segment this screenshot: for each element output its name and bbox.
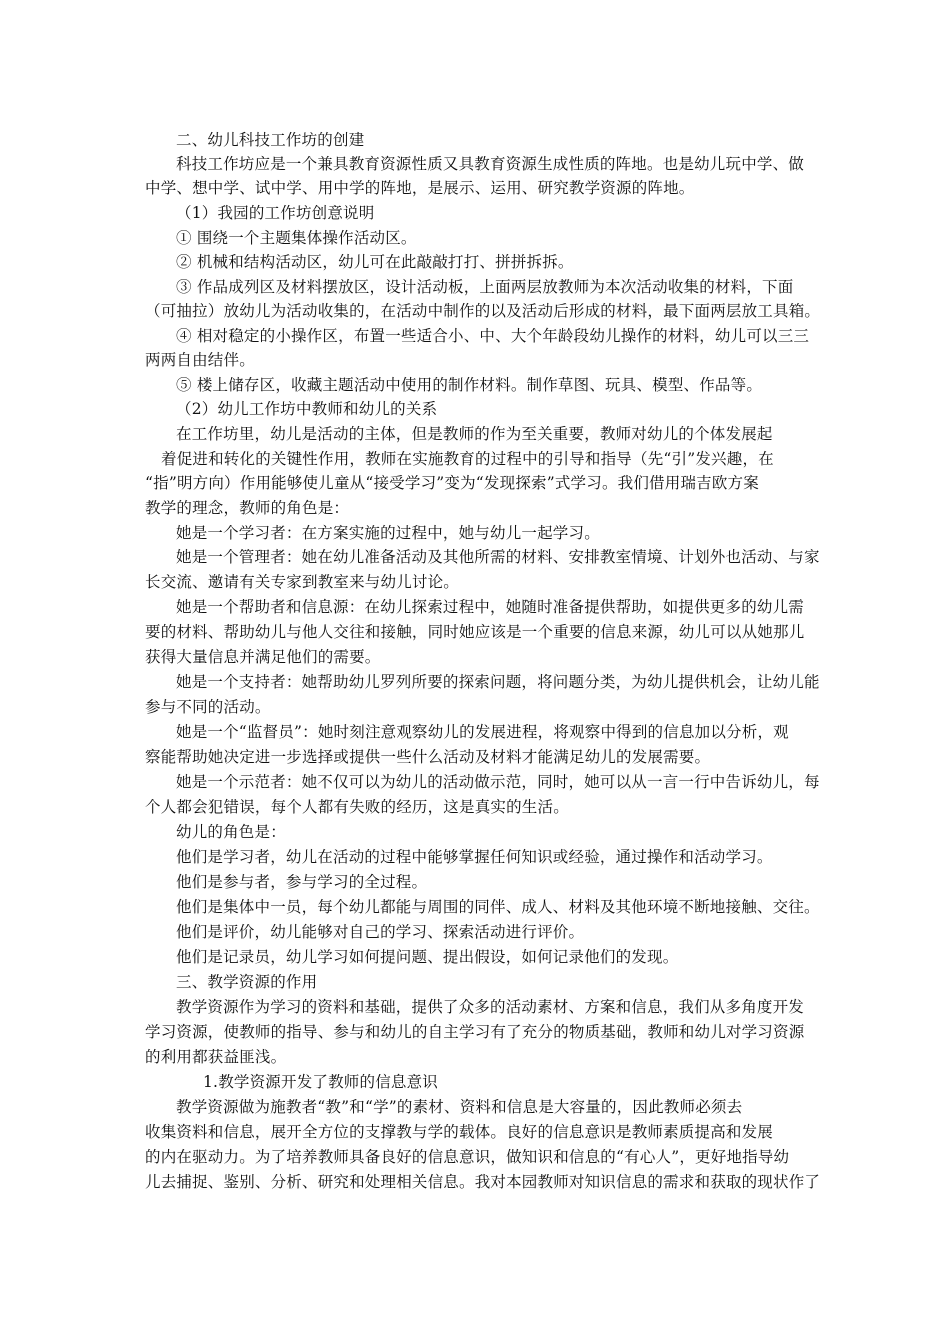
paragraph-line: 他们是参与者，参与学习的全过程。 (176, 873, 428, 891)
paragraph-line: 收集资料和信息，展开全方位的支撑教与学的载体。良好的信息意识是教师素质提高和发展 (145, 1123, 774, 1141)
list-item: ② 机械和结构活动区，幼儿可在此敲敲打打、拼拼拆拆。 (176, 253, 574, 271)
paragraph-line: 着促进和转化的关键性作用，教师在实施教育的过程中的引导和指导（先“引”发兴趣，在 (161, 450, 774, 468)
list-item: ① 围绕一个主题集体操作活动区。 (176, 229, 417, 247)
paragraph-line: 获得大量信息并满足他们的需要。 (145, 648, 381, 666)
paragraph-line: 参与不同的活动。 (145, 698, 271, 716)
paragraph-line: 他们是集体中一员，每个幼儿都能与周围的同伴、成人、材料及其他环境不断地接触、交往。 (176, 898, 820, 916)
paragraph-line: “指”明方向）作用能够使儿童从“接受学习”变为“发现探索”式学习。我们借用瑞吉欧方案 (145, 474, 759, 492)
paragraph-line: 长交流、邀请有关专家到教室来与幼儿讨论。 (145, 573, 460, 591)
paragraph-line: 科技工作坊应是一个兼具教育资源性质又具教育资源生成性质的阵地。也是幼儿玩中学、做 (176, 155, 805, 173)
paragraph-line: 的内在驱动力。为了培养教师具备良好的信息意识，做知识和信息的“有心人”，更好地指导幼 (145, 1148, 790, 1166)
paragraph-line: 他们是记录员，幼儿学习如何提问题、提出假设，如何记录他们的发现。 (176, 948, 679, 966)
paragraph-line: 教学资源作为学习的资料和基础，提供了众多的活动素材、方案和信息，我们从多角度开发 (176, 998, 805, 1016)
paragraph-line: 她是一个支持者：她帮助幼儿罗列所要的探索问题，将问题分类，为幼儿提供机会，让幼儿能 (176, 673, 820, 691)
paragraph-line: 儿去捕捉、鉴别、分析、研究和处理相关信息。我对本园教师对知识信息的需求和获取的现状作了 (145, 1173, 821, 1191)
paragraph-line: 察能帮助她决定进一步选择或提供一些什么活动及材料才能满足幼儿的发展需要。 (145, 748, 711, 766)
list-item: ⑤ 楼上储存区，收藏主题活动中使用的制作材料。制作草图、玩具、模型、作品等。 (176, 376, 763, 394)
paragraph-line: 幼儿的角色是： (176, 823, 286, 841)
subheading-2: （2）幼儿工作坊中教师和幼儿的关系 (176, 400, 438, 418)
paragraph-line: 两两自由结伴。 (145, 351, 255, 369)
paragraph-line: 在工作坊里，幼儿是活动的主体，但是教师的作为至关重要，教师对幼儿的个体发展起 (176, 425, 773, 443)
paragraph-line: 个人都会犯错误，每个人都有失败的经历，这是真实的生活。 (145, 798, 569, 816)
paragraph-line: 他们是学习者，幼儿在活动的过程中能够掌握任何知识或经验，通过操作和活动学习。 (176, 848, 773, 866)
subheading-3-1: 1.教学资源开发了教师的信息意识 (203, 1073, 438, 1091)
paragraph-line: 学习资源，使教师的指导、参与和幼儿的自主学习有了充分的物质基础，教师和幼儿对学习资源 (145, 1023, 805, 1041)
paragraph-line: 她是一个管理者：她在幼儿准备活动及其他所需的材料、安排教室情境、计划外也活动、与家 (176, 548, 820, 566)
paragraph-line: （可抽拉）放幼儿为活动收集的，在活动中制作的以及活动后形成的材料，最下面两层放工具箱。 (145, 302, 821, 320)
paragraph-line: 中学、想中学、试中学、用中学的阵地，是展示、运用、研究教学资源的阵地。 (145, 179, 695, 197)
paragraph-line: 教学的理念，教师的角色是： (145, 499, 350, 517)
list-item: ④ 相对稳定的小操作区，布置一些适合小、中、大个年龄段幼儿操作的材料，幼儿可以三三 (176, 327, 810, 345)
paragraph-line: 她是一个“监督员”：她时刻注意观察幼儿的发展进程，将观察中得到的信息加以分析，观 (176, 723, 789, 741)
paragraph-line: 她是一个帮助者和信息源：在幼儿探索过程中，她随时准备提供帮助，如提供更多的幼儿需 (176, 598, 805, 616)
section-heading-3: 三、教学资源的作用 (176, 973, 318, 991)
paragraph-line: 教学资源做为施教者“教”和“学”的素材、资料和信息是大容量的，因此教师必须去 (176, 1098, 743, 1116)
subheading-1: （1）我园的工作坊创意说明 (176, 204, 375, 222)
list-item: ③ 作品成列区及材料摆放区，设计活动板，上面两层放教师为本次活动收集的材料，下面 (176, 278, 794, 296)
paragraph-line: 的利用都获益匪浅。 (145, 1048, 287, 1066)
paragraph-line: 要的材料、帮助幼儿与他人交往和接触，同时她应该是一个重要的信息来源，幼儿可以从她那儿 (145, 623, 805, 641)
paragraph-line: 她是一个示范者：她不仅可以为幼儿的活动做示范，同时，她可以从一言一行中告诉幼儿，每 (176, 773, 820, 791)
paragraph-line: 他们是评价，幼儿能够对自己的学习、探索活动进行评价。 (176, 923, 585, 941)
section-heading-2: 二、幼儿科技工作坊的创建 (176, 131, 365, 149)
paragraph-line: 她是一个学习者：在方案实施的过程中，她与幼儿一起学习。 (176, 524, 600, 542)
